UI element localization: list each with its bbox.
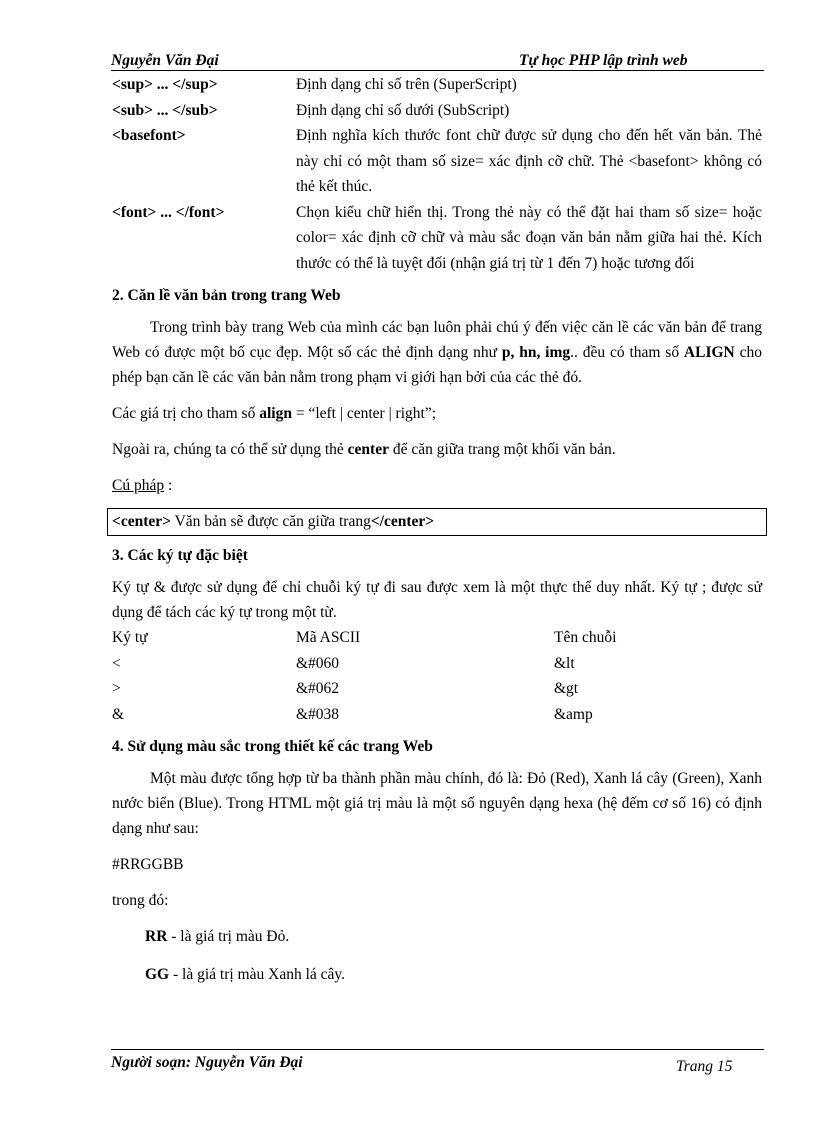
item-key: GG: [145, 966, 170, 983]
page-header: [111, 50, 764, 71]
center-keyword: center: [347, 441, 389, 458]
code-text: Văn bản sẽ được căn giữa trang: [170, 513, 371, 530]
table-row: [112, 651, 762, 677]
table-cell: &lt: [554, 654, 575, 672]
table-row: [112, 123, 762, 200]
table-cell: <: [112, 654, 121, 672]
code-close-tag: </center>: [370, 513, 435, 530]
text-run: Các giá trị cho tham số: [112, 405, 260, 422]
section-heading: 3. Các ký tự đặc biệt: [112, 547, 248, 564]
syntax-colon: :: [164, 477, 173, 494]
item-text: - là giá trị màu Xanh lá cây.: [169, 966, 346, 983]
page-body: [112, 72, 762, 1000]
table-cell: &#038: [296, 705, 340, 723]
table-cell: &: [112, 705, 125, 723]
char-table: [112, 625, 762, 727]
syntax-label: [112, 473, 762, 498]
tag-cell: <sup> ... </sup>: [112, 76, 218, 93]
paragraph: [112, 315, 762, 390]
align-keyword: ALIGN: [683, 344, 735, 361]
desc-cell: Định dạng chỉ số dưới (SubScript): [296, 101, 510, 119]
text-run: Ngoài ra, chúng ta có thể sử dụng thẻ: [112, 441, 348, 458]
column-header: Mã ASCII: [296, 629, 361, 646]
page-number: Trang 15: [676, 1058, 733, 1075]
header-title: Tự học PHP lập trình web: [519, 52, 688, 69]
table-cell: &amp: [554, 705, 593, 723]
desc-cell: Định dạng chỉ số trên (SuperScript): [296, 76, 517, 93]
item-key: RR: [145, 928, 168, 945]
text-run: .. đều có tham số: [570, 344, 684, 361]
page-footer: [111, 1049, 764, 1075]
tag-names: p, hn, img: [501, 344, 571, 361]
tag-cell: <basefont>: [112, 127, 186, 144]
table-cell: &#062: [296, 680, 340, 697]
column-header: Tên chuỗi: [554, 629, 617, 646]
table-row: [112, 98, 762, 124]
table-row: [112, 702, 762, 728]
column-header: Ký tự: [112, 629, 148, 646]
tag-cell: <font> ... </font>: [112, 203, 225, 221]
table-header-row: [112, 625, 762, 651]
paragraph: trong đó:: [112, 892, 169, 909]
table-row: [112, 200, 762, 277]
header-author: Nguyễn Văn Đại: [111, 52, 219, 69]
desc-cell: Chọn kiểu chữ hiển thị. Trong thẻ này có thể đặt hai tham số size= hoặc color= xác định cỡ chữ và màu sắc đoạn văn bản nằm giữa hai thẻ. Kích thước có thể là tuyệt đối (nhận giá trị từ 1 đến 7) hoặc tương đối: [296, 203, 762, 272]
table-cell: >: [112, 680, 121, 697]
text-run: để căn giữa trang một khối văn bản.: [388, 441, 616, 458]
text-run: cho phép bạn căn lề các văn bản nằm trong phạm vi giới hạn bởi của các thẻ đó.: [112, 344, 762, 386]
table-row: [112, 676, 762, 702]
paragraph: Một màu được tổng hợp từ ba thành phần màu chính, đó là: Đỏ (Red), Xanh lá cây (Green), Xanh nước biển (Blue). Trong HTML một giá trị màu là một số nguyên dạng hexa (hệ đếm cơ số 16) có định dạng như sau:: [112, 770, 762, 837]
tag-table: [112, 72, 762, 276]
text-run: Trong trình bày trang Web của mình các bạn luôn phải chú ý đến việc căn lề các văn bản để trang Web có được một bố cục đẹp. Một số các thẻ định dạng như: [112, 319, 762, 361]
syntax-label-text: Cú pháp: [112, 477, 165, 494]
section-heading: 4. Sử dụng màu sắc trong thiết kế các trang Web: [112, 738, 433, 755]
list-item: [112, 924, 762, 949]
paragraph: [112, 401, 762, 426]
list-item: [112, 962, 762, 987]
table-cell: &#060: [296, 654, 340, 672]
code-open-tag: <center>: [112, 513, 171, 530]
paragraph: Ký tự & được sử dụng để chỉ chuỗi ký tự đi sau được xem là một thực thể duy nhất. Ký tự ; được sử dụng để tách các ký tự trong một từ.: [112, 579, 762, 621]
code-box: [107, 508, 767, 536]
item-text: - là giá trị màu Đỏ.: [167, 928, 290, 945]
footer-author: Người soạn: Nguyễn Văn Đại: [111, 1054, 303, 1071]
section-heading: 2. Căn lề văn bản trong trang Web: [112, 287, 341, 304]
table-row: [112, 72, 762, 98]
paragraph: [112, 437, 762, 462]
desc-cell: Định nghĩa kích thước font chữ được sử dụng cho đến hết văn bản. Thẻ này chỉ có một tham số size= xác định cỡ chữ. Thẻ <basefont> không có thẻ kết thúc.: [296, 127, 762, 195]
text-run: = “left | center | right”;: [291, 405, 437, 422]
table-cell: &gt: [554, 680, 579, 697]
align-keyword: align: [259, 405, 292, 422]
hex-format: #RRGGBB: [112, 856, 184, 873]
tag-cell: <sub> ... </sub>: [112, 101, 218, 119]
